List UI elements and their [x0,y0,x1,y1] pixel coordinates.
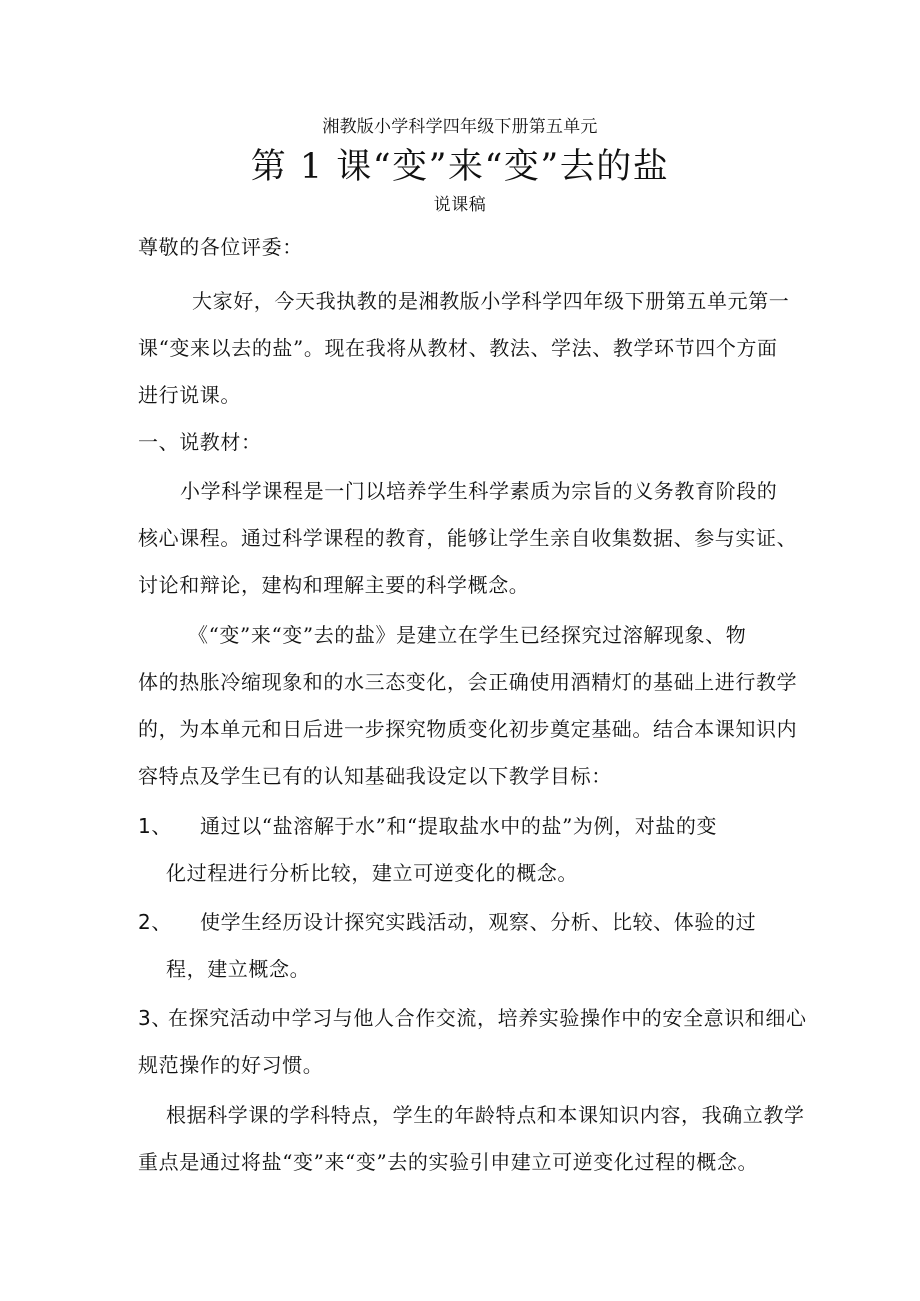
intro-line-2: 课“变来以去的盐”。现在我将从教材、教法、学法、教学环节四个方面 [138,336,778,360]
para2-line-2: 体的热胀冷缩现象和的水三态变化，会正确使用酒精灯的基础上进行教学 [138,670,798,694]
intro-line-3: 进行说课。 [138,383,241,407]
document-subtitle: 湘教版小学科学四年级下册第五单元 [322,117,598,137]
para1-line-3: 讨论和辩论，建构和理解主要的科学概念。 [138,573,530,597]
para3-line-2: 重点是通过将盐“变”来“变”去的实验引申建立可逆变化过程的概念。 [138,1150,759,1174]
section-heading-teaching-material: 一、说教材： [138,430,262,454]
goal-2-number: 2、 [138,910,172,934]
intro-line-1: 大家好，今天我执教的是湘教版小学科学四年级下册第五单元第一 [192,289,790,313]
document-title: 第 1 课“变”来“变”去的盐 [250,147,670,187]
para2-line-1: 《“变”来“变”去的盐》是建立在学生已经探究过溶解现象、物 [188,623,747,647]
goal-3-number: 3、 [138,1006,172,1030]
document-type-label: 说课稿 [433,195,487,215]
goal-3-line-1: 在探究活动中学习与他人合作交流，培养实验操作中的安全意识和细心 [168,1006,807,1030]
para2-line-4: 容特点及学生已有的认知基础我设定以下教学目标： [138,764,612,788]
para1-line-2: 核心课程。通过科学课程的教育，能够让学生亲自收集数据、参与实证、 [138,526,798,550]
para3-line-1: 根据科学课的学科特点，学生的年龄特点和本课知识内容，我确立教学 [166,1103,805,1127]
goal-2-line-2: 程，建立概念。 [166,957,311,981]
goal-3-line-2: 规范操作的好习惯。 [138,1053,324,1077]
para2-line-3: 的，为本单元和日后进一步探究物质变化初步奠定基础。结合本课知识内 [138,717,798,741]
goal-1-line-2: 化过程进行分析比较，建立可逆变化的概念。 [166,861,578,885]
salutation: 尊敬的各位评委： [138,235,303,259]
para1-line-1: 小学科学课程是一门以培养学生科学素质为宗旨的义务教育阶段的 [180,479,778,503]
goal-1-line-1: 通过以“盐溶解于水”和“提取盐水中的盐”为例，对盐的变 [200,814,718,838]
goal-1-number: 1、 [138,814,172,838]
goal-2-line-1: 使学生经历设计探究实践活动，观察、分析、比较、体验的过 [200,910,757,934]
